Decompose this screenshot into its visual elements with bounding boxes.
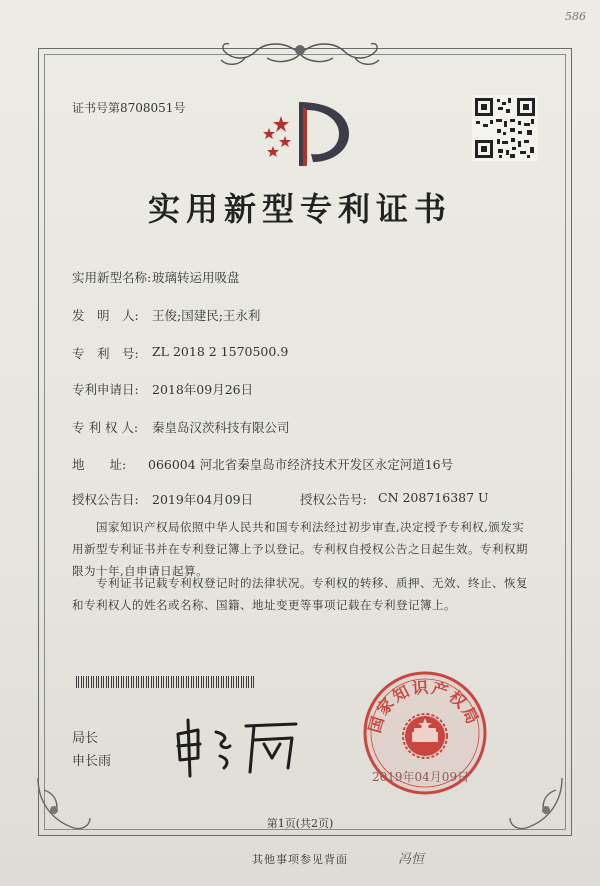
qr-code-icon bbox=[472, 95, 538, 161]
field-patentee-value: 秦皇岛汉茨科技有限公司 bbox=[152, 420, 290, 435]
page-indicator: 第1页(共2页) bbox=[266, 817, 334, 830]
top-ornament-icon bbox=[215, 36, 385, 70]
grant-date-value: 2019年04月09日 bbox=[152, 492, 254, 507]
field-name-value: 玻璃转运用吸盘 bbox=[152, 270, 240, 285]
seal-date: 2019年04月09日 bbox=[372, 770, 470, 784]
signature-image bbox=[168, 712, 308, 782]
back-note: 其他事项参见背面 bbox=[252, 853, 348, 866]
field-filing-date-value: 2018年09月26日 bbox=[152, 382, 254, 397]
paragraph-legal-status: 专利证书记载专利权登记时的法律状况。专利权的转移、质押、无效、终止、恢复和专利权人的姓名或名称、国籍、地址变更等事项记载在专利登记簿上。 bbox=[72, 576, 528, 612]
grant-number-label: 授权公告号: bbox=[300, 492, 367, 507]
cnipa-logo-icon bbox=[255, 92, 355, 172]
field-patent-no-value: ZL 2018 2 1570500.9 bbox=[152, 344, 289, 359]
handwritten-note: 冯恒 bbox=[398, 852, 425, 867]
svg-text:国家知识产权局: 国家知识产权局 bbox=[364, 677, 484, 735]
grant-date-label: 授权公告日: bbox=[72, 492, 139, 507]
grant-number-value: CN 208716387 U bbox=[378, 490, 489, 505]
corner-note: 586 bbox=[565, 10, 586, 23]
field-address-label: 地 址: bbox=[72, 457, 127, 472]
field-address-value: 066004 河北省秦皇岛市经济技术开发区永定河道16号 bbox=[148, 457, 454, 472]
field-patentee-label: 专 利 权 人: bbox=[72, 420, 139, 435]
director-name: 申长雨 bbox=[72, 754, 112, 769]
field-patent-no-label: 专 利 号: bbox=[72, 346, 139, 361]
barcode bbox=[76, 676, 256, 688]
paragraph-decision: 国家知识产权局依照中华人民共和国专利法经过初步审查,决定授予专利权,颁发实用新型专利证书并在专利登记簿上予以登记。专利权自授权公告之日起生效。专利权期限为十年,自申请日起算。 bbox=[72, 520, 528, 578]
field-filing-date-label: 专利申请日: bbox=[72, 382, 139, 397]
field-name-label: 实用新型名称: bbox=[72, 270, 152, 285]
field-inventor-label: 发 明 人: bbox=[72, 308, 139, 323]
director-title: 局长 bbox=[72, 731, 99, 746]
certificate-number: 证书号第8708051号 bbox=[72, 101, 186, 115]
field-inventor-value: 王俊;国建民;王永利 bbox=[152, 308, 261, 323]
certificate-title: 实用新型专利证书 bbox=[147, 190, 452, 228]
